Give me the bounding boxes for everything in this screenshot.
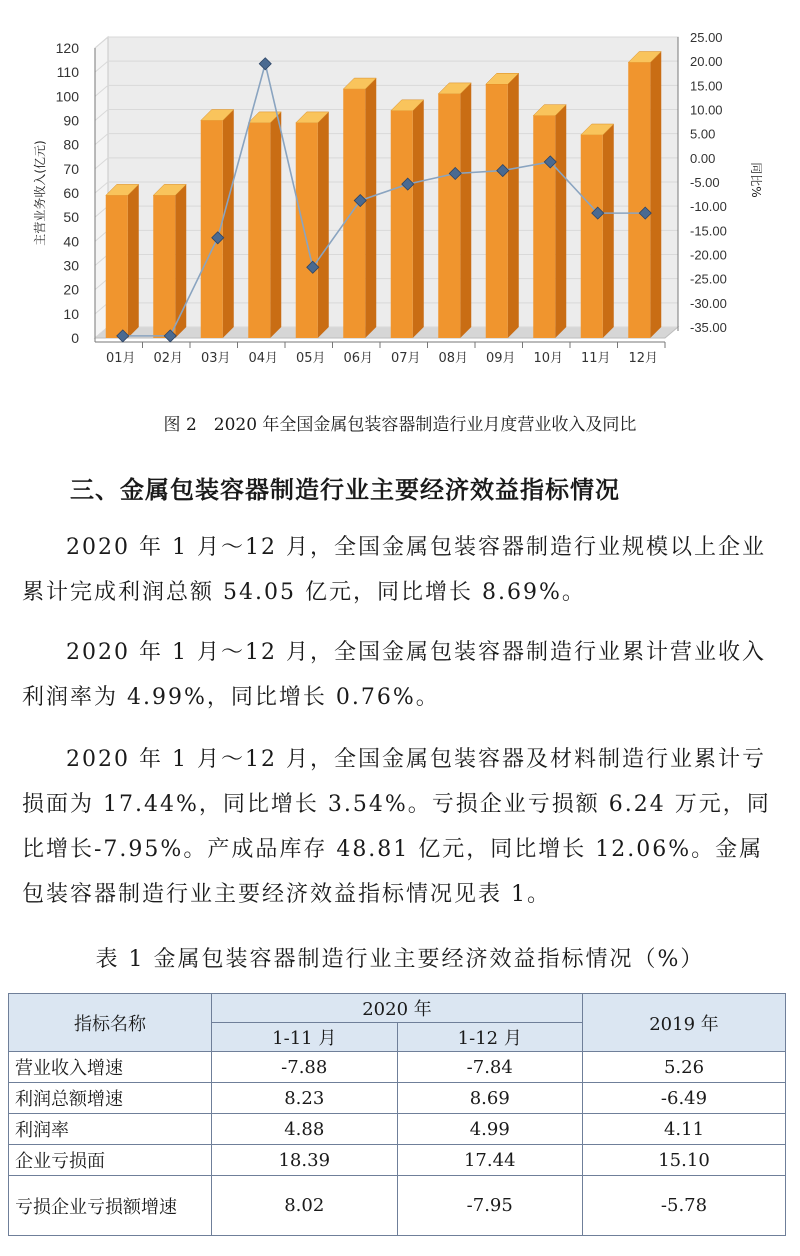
cell-jan-nov: 8.02 — [212, 1176, 398, 1236]
x-tick-label: 03月 — [200, 351, 231, 366]
bar — [486, 84, 508, 338]
y2-tick-label: 20.00 — [690, 54, 723, 70]
cell-jan-dec: -7.95 — [397, 1176, 583, 1236]
y-tick-label: 10 — [63, 305, 79, 322]
header-jan-dec: 1-12 月 — [397, 1023, 583, 1052]
y-tick-label: 40 — [63, 233, 79, 250]
header-year-2020: 2020 年 — [212, 994, 583, 1023]
bar-side — [270, 112, 281, 338]
y-tick-label: 50 — [63, 209, 79, 226]
y2-tick-label: -30.00 — [690, 295, 727, 311]
revenue-chart — [0, 0, 800, 400]
bar — [106, 195, 128, 338]
table-row — [9, 1114, 786, 1145]
y-tick-label: 30 — [63, 257, 79, 274]
bar-side — [128, 184, 139, 338]
cell-2019: -5.78 — [583, 1176, 786, 1236]
x-tick-label: 01月 — [105, 351, 136, 366]
y2-axis-label: 同比% — [749, 162, 763, 198]
bar — [391, 111, 413, 338]
cell-jan-nov: 8.23 — [212, 1083, 398, 1114]
y2-tick-label: -25.00 — [690, 271, 727, 287]
paragraph-margin: 2020 年 1 月～12 月，全国金属包装容器制造行业累计营业收入利润率为 4.99%，同比增长 0.76%。 — [22, 640, 766, 710]
row-name: 利润总额增速 — [9, 1083, 212, 1114]
header-indicator-name: 指标名称 — [9, 994, 212, 1052]
header-jan-nov: 1-11 月 — [212, 1023, 398, 1052]
row-name: 营业收入增速 — [9, 1052, 212, 1083]
y-tick-label: 100 — [55, 88, 79, 105]
y2-tick-label: -5.00 — [690, 175, 720, 190]
y-tick-label: 0 — [71, 330, 79, 346]
table-row — [9, 1176, 786, 1236]
x-tick-label: 12月 — [628, 351, 659, 366]
y-tick-label: 90 — [63, 112, 79, 129]
cell-jan-dec: 8.69 — [397, 1083, 583, 1114]
bar-side — [603, 124, 614, 338]
bar — [248, 123, 270, 338]
y2-tick-label: 5.00 — [690, 126, 716, 142]
bar-side — [365, 78, 376, 338]
y2-tick-label: -20.00 — [690, 247, 727, 263]
section-heading: 三、金属包装容器制造行业主要经济效益指标情况 — [70, 476, 620, 504]
y2-tick-label: 25.00 — [690, 30, 723, 45]
y2-tick-label: 0.00 — [690, 150, 716, 166]
y-tick-label: 110 — [56, 64, 79, 81]
bar-side — [460, 83, 471, 338]
x-tick-label: 08月 — [438, 351, 469, 366]
cell-jan-dec: -7.84 — [397, 1052, 583, 1083]
cell-jan-nov: 18.39 — [212, 1145, 398, 1176]
y2-tick-label: 15.00 — [690, 78, 723, 94]
bar-side — [508, 73, 519, 338]
y-tick-label: 70 — [63, 160, 79, 177]
cell-2019: 4.11 — [583, 1114, 786, 1145]
table-caption: 表 1 金属包装容器制造行业主要经济效益指标情况（%） — [95, 947, 705, 972]
bar — [533, 116, 555, 338]
y-tick-label: 20 — [63, 281, 79, 298]
y2-tick-label: -10.00 — [690, 199, 727, 215]
bar — [628, 63, 650, 339]
cell-jan-dec: 4.99 — [397, 1114, 583, 1145]
x-tick-label: 09月 — [485, 351, 516, 366]
y-tick-label: 80 — [63, 136, 79, 153]
bar — [438, 94, 460, 338]
bar — [153, 195, 175, 338]
row-name: 亏损企业亏损额增速 — [9, 1176, 212, 1236]
bar-side — [555, 105, 566, 338]
paragraph-profit: 2020 年 1 月～12 月，全国金属包装容器制造行业规模以上企业累计完成利润总额 54.05 亿元，同比增长 8.69%。 — [22, 535, 766, 605]
x-tick-label: 04月 — [248, 351, 279, 366]
header-year-2019: 2019 年 — [583, 994, 786, 1052]
paragraph-loss: 2020 年 1 月～12 月，全国金属包装容器及材料制造行业累计亏损面为 17.44%，同比增长 3.54%。亏损企业亏损额 6.24 万元，同比增长-7.95%。产成品库存 48.81 亿元，同比增长 12.06%。金属包装容器制造行业主要经济效益指标情况见表 1。 — [22, 747, 771, 907]
bar-side — [650, 52, 661, 339]
x-tick-label: 11月 — [580, 351, 611, 366]
cell-jan-dec: 17.44 — [397, 1145, 583, 1176]
bar-side — [318, 112, 329, 338]
table-row — [9, 1083, 786, 1114]
bar-side — [413, 100, 424, 338]
table-row — [9, 1145, 786, 1176]
cell-2019: -6.49 — [583, 1083, 786, 1114]
cell-jan-nov: -7.88 — [212, 1052, 398, 1083]
bar — [343, 89, 365, 338]
y-tick-label: 120 — [55, 40, 79, 56]
y2-tick-label: -35.00 — [690, 320, 727, 335]
table-row — [9, 1052, 786, 1083]
x-tick-label: 05月 — [295, 351, 326, 366]
cell-2019: 15.10 — [583, 1145, 786, 1176]
bar — [581, 135, 603, 338]
bar-side — [223, 110, 234, 339]
x-tick-label: 07月 — [390, 351, 421, 366]
row-name: 企业亏损面 — [9, 1145, 212, 1176]
x-tick-label: 10月 — [533, 351, 564, 366]
indicator-table — [8, 993, 786, 1236]
y2-tick-label: 10.00 — [690, 102, 723, 118]
x-tick-label: 02月 — [153, 351, 184, 366]
y2-tick-label: -15.00 — [690, 223, 727, 239]
y-tick-label: 60 — [63, 185, 79, 201]
bar — [296, 123, 318, 338]
x-tick-label: 06月 — [343, 351, 374, 366]
y-axis-label: 主营业务收入(亿元) — [33, 140, 47, 246]
cell-2019: 5.26 — [583, 1052, 786, 1083]
figure-caption: 图 2 2020 年全国金属包装容器制造行业月度营业收入及同比 — [163, 415, 637, 435]
row-name: 利润率 — [9, 1114, 212, 1145]
cell-jan-nov: 4.88 — [212, 1114, 398, 1145]
